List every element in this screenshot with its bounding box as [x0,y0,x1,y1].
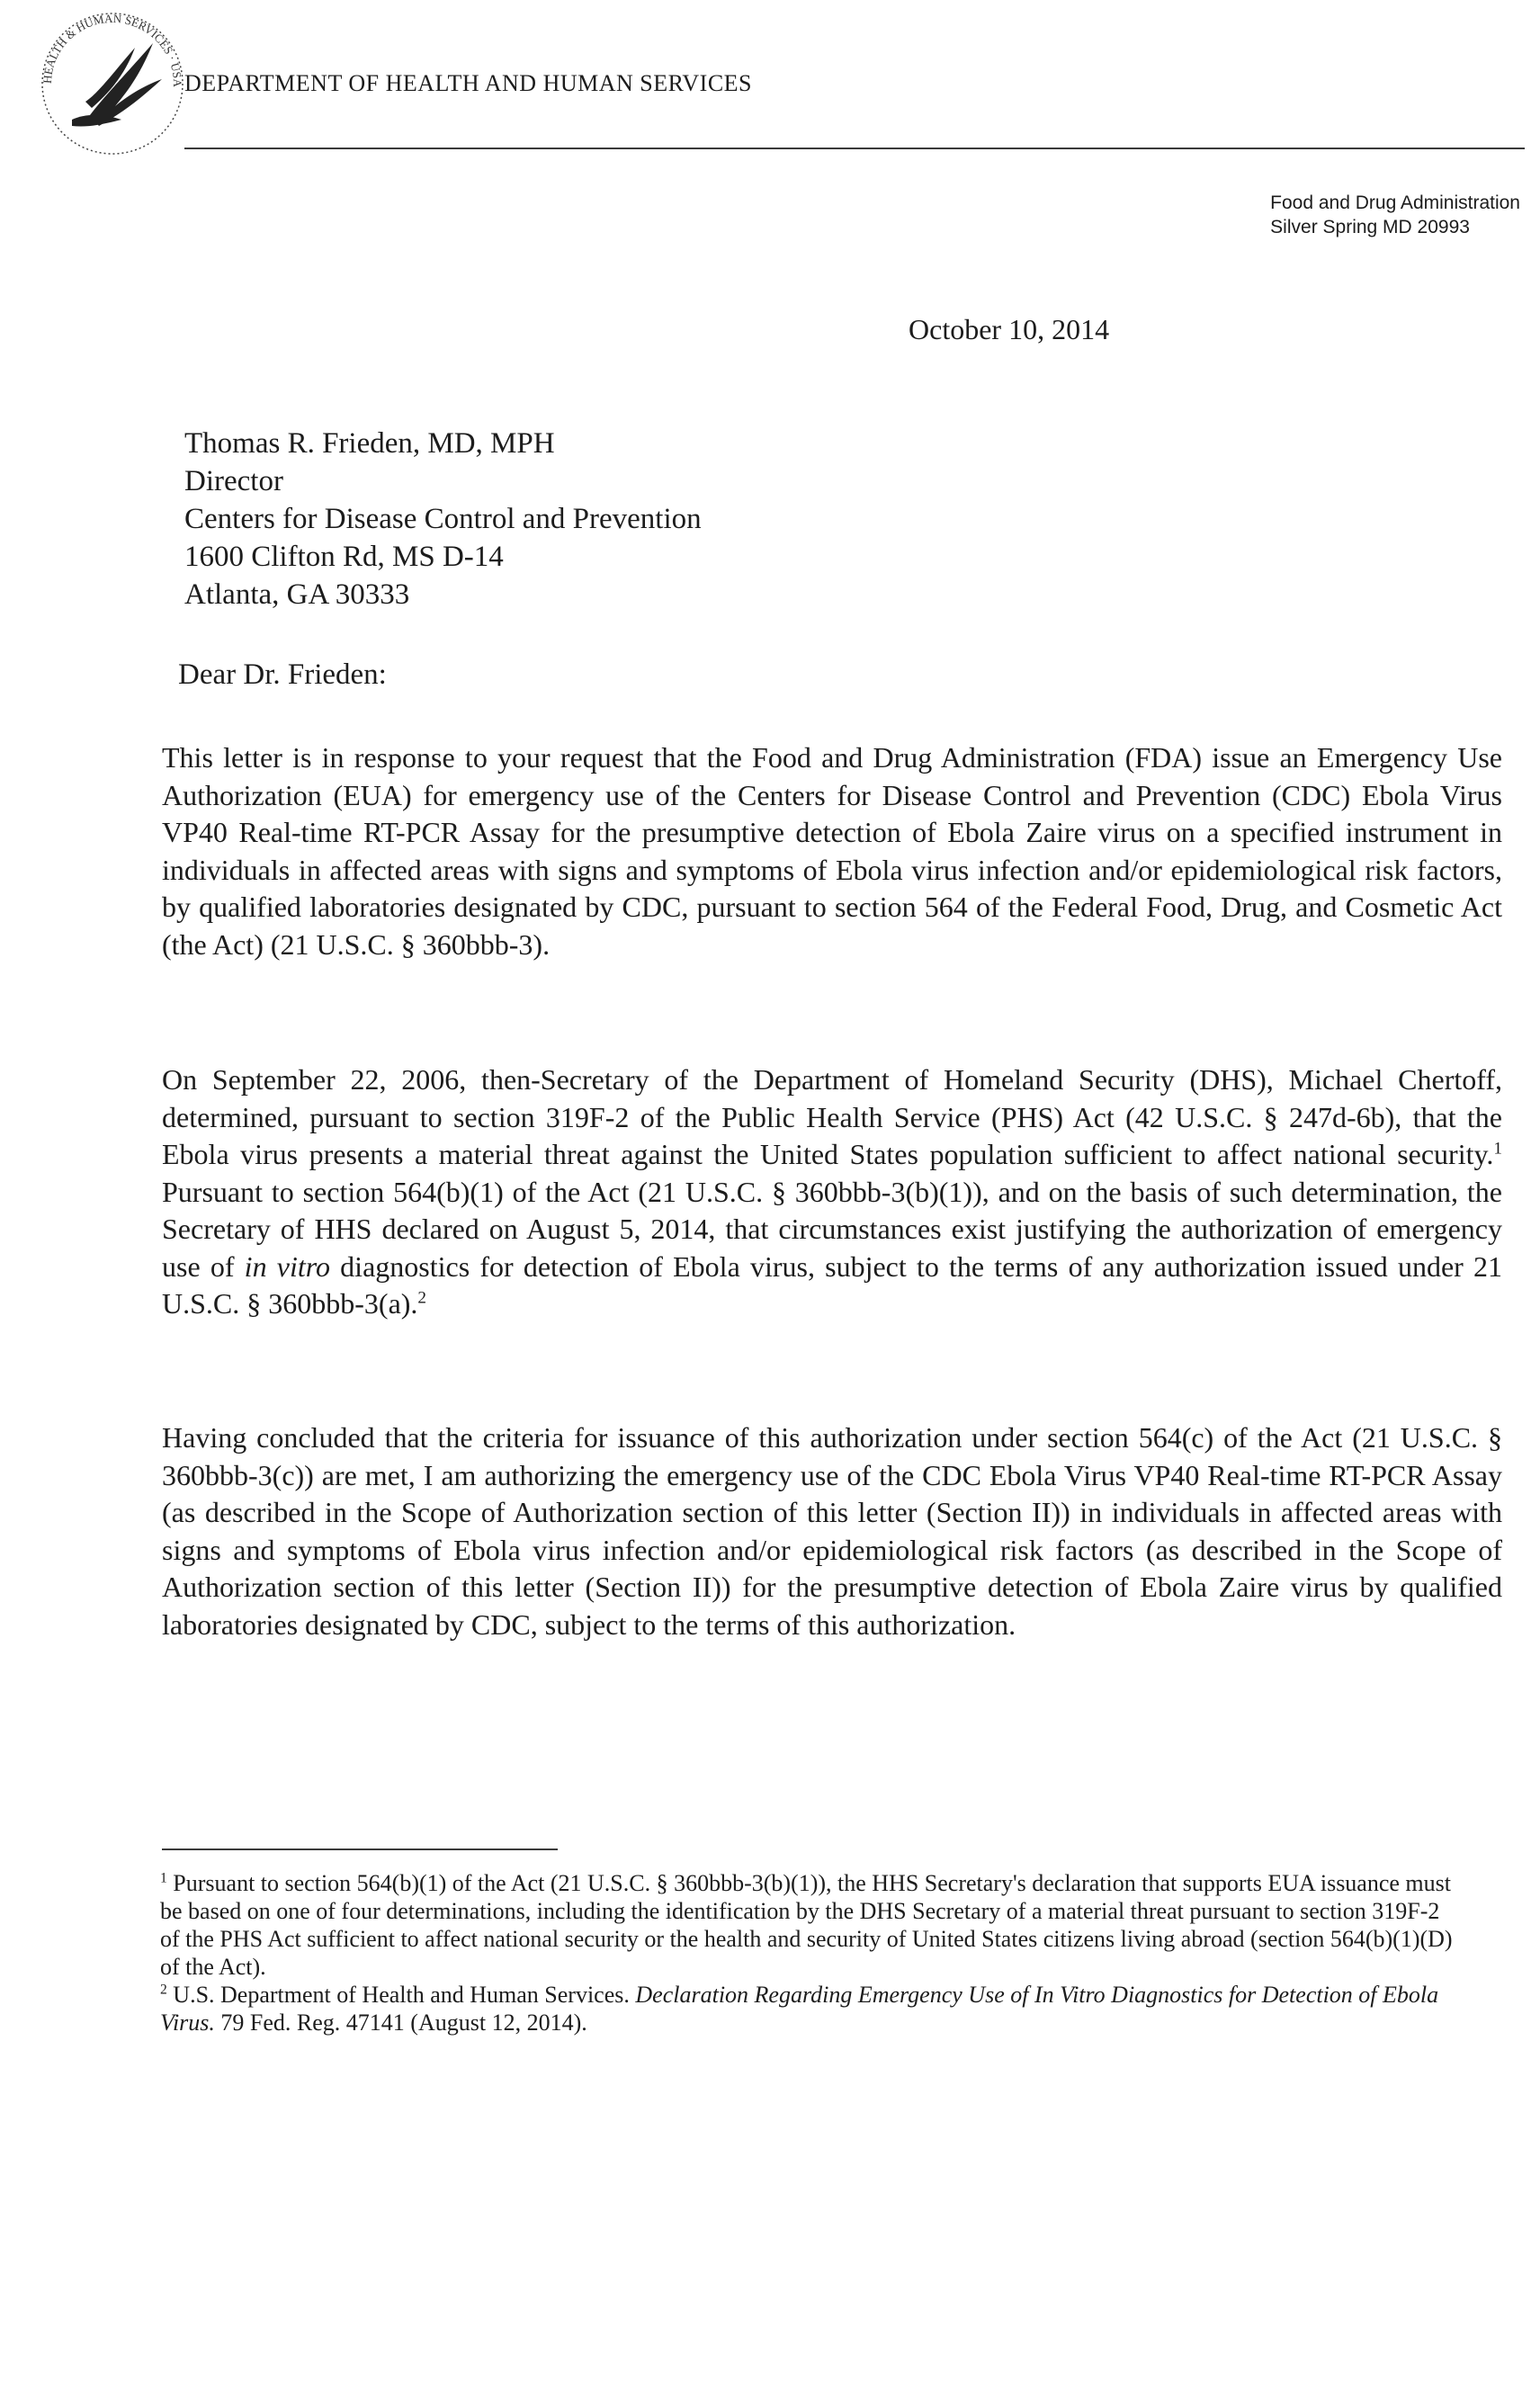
agency-city: Silver Spring MD 20993 [1270,217,1470,237]
paragraph-2 [162,1061,1502,1323]
footnote-ref-2[interactable]: 2 [417,1288,427,1308]
paragraph-2-part-c: diagnostics for detection of Ebola virus, subject to the terms of any authorization issued under 21 U.S.C. § 360bbb-3(a). [162,1249,1503,1320]
footnote-2-text-a: U.S. Department of Health and Human Services. [166,1982,636,2008]
footnote-2-text-b: 79 Fed. Reg. 47141 (August 12, 2014). [214,2010,587,2036]
seal-text: HEALTH & HUMAN SERVICES · USA [40,11,185,87]
salutation: Dear Dr. Frieden: [178,658,387,691]
footnote-1-text: Pursuant to section 564(b)(1) of the Act (21 U.S.C. § 360bbb-3(b)(1)), the HHS Secretary's declaration that supports EUA issuance must be based on one of four determinations, including the identification by the DHS Secretary of a material threat pursuant to section 319F-2 of the PHS Act sufficient to affect national security or the health and security of United States citizens living abroad (section 564(b)(1)(D) of the Act). [160,1870,1453,1980]
recipient-address [184,425,702,613]
recipient-name: Thomas R. Frieden, MD, MPH [184,427,555,460]
paragraph-2-part-b: Pursuant to section 564(b)(1) of the Act (21 U.S.C. § 360bbb-3(b)(1)), and on the basis of such determination, the Secretary of HHS declared on August 5, 2014, that circumstances exist justifying the authorization of emergency use of [162,1175,1502,1283]
footnote-2 [160,1981,1455,2036]
recipient-street: 1600 Clifton Rd, MS D-14 [184,541,504,573]
footnote-1-marker: 1 [160,1870,167,1886]
recipient-title: Director [184,465,283,497]
hhs-seal-logo [36,7,189,160]
paragraph-2-part-a: On September 22, 2006, then-Secretary of the Department of Homeland Security (DHS), Michael Chertoff, determined, pursuant to section 319F-2 of the Public Health Service (PHS) Act (42 U.S.C. § 247d-6b), that the Ebola virus presents a material threat against the United States population sufficient to affect national security. [162,1063,1502,1170]
letter-date: October 10, 2014 [909,313,1110,345]
paragraph-1: This letter is in response to your request that the Food and Drug Administration (FDA) issue an Emergency Use Authorization (EUA) for emergency use of the Centers for Disease Control and Prevention (CDC) Ebola Virus VP40 Real-time RT-PCR Assay for the presumptive detection of Ebola Zaire virus on a specified instrument in individuals in affected areas with signs and symptoms of Ebola virus infection and/or epidemiological risk factors, by qualified laboratories designated by CDC, pursuant to section 564 of the Federal Food, Drug, and Cosmetic Act (the Act) (21 U.S.C. § 360bbb-3). [162,741,1502,961]
department-name: DEPARTMENT OF HEALTH AND HUMAN SERVICES [184,70,753,96]
footnotes [160,1869,1455,2036]
agency-address-block [1270,191,1520,239]
recipient-city: Atlanta, GA 30333 [184,578,410,611]
footnote-1 [160,1869,1455,1981]
footnote-divider [162,1848,558,1850]
agency-name: Food and Drug Administration [1270,192,1520,213]
recipient-organization: Centers for Disease Control and Prevention [184,503,702,535]
footnote-2-title: Declaration Regarding Emergency Use of In Vitro Diagnostics for Detection of Ebola Virus. [160,1982,1439,2036]
footnote-2-marker: 2 [160,1982,167,1998]
header-divider [184,148,1525,149]
paragraph-3: Having concluded that the criteria for issuance of this authorization under section 564(c) of the Act (21 U.S.C. § 360bbb-3(c)) are met, I am authorizing the emergency use of the CDC Ebola Virus VP40 Real-time RT-PCR Assay (as described in the Scope of Authorization section of this letter (Section II)) in individuals in affected areas with signs and symptoms of Ebola virus infection and/or epidemiological risk factors (as described in the Scope of Authorization section of this letter (Section II)) for the presumptive detection of Ebola Zaire virus by qualified laboratories designated by CDC, subject to the terms of this authorization. [162,1421,1502,1641]
footnote-ref-1[interactable]: 1 [1493,1139,1502,1159]
paragraph-2-italic: in vitro [244,1249,330,1283]
